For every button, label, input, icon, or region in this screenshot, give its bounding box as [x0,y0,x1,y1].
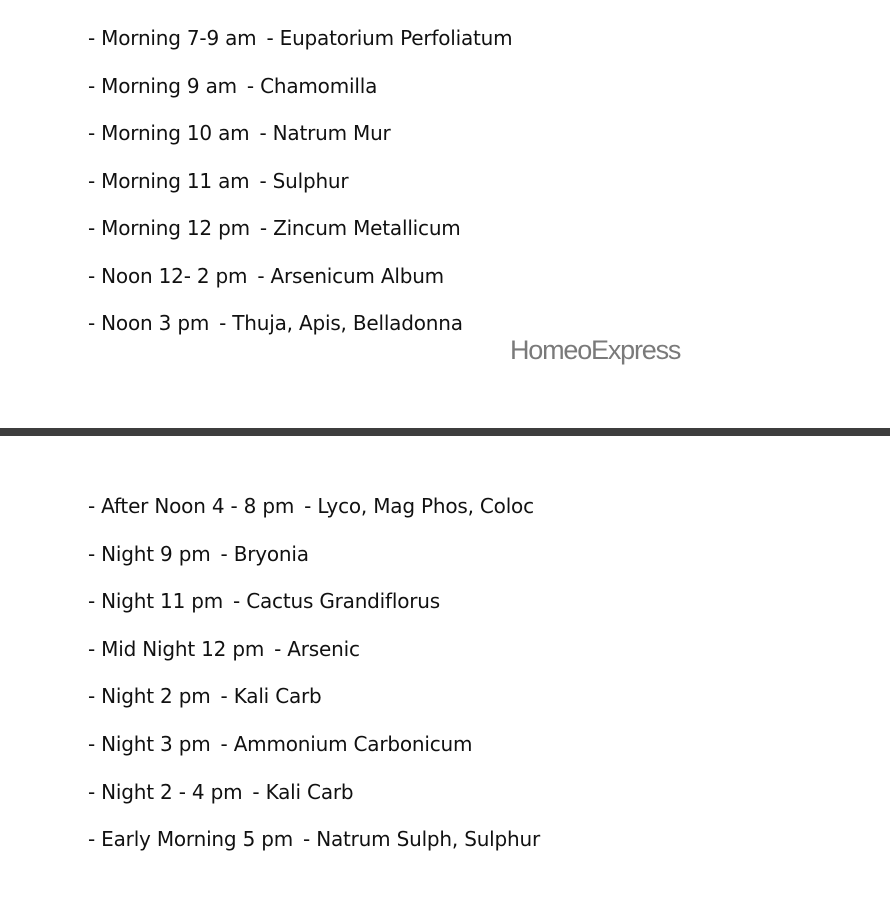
time-label: - Early Morning 5 pm [88,827,294,852]
list-item [88,684,540,708]
time-label: - Morning 11 am [88,168,250,193]
list-item [88,74,512,98]
section-divider [0,428,890,436]
time-label: - Night 3 pm [88,731,211,756]
list-item [88,216,512,240]
list-item [88,169,512,193]
list-item [88,637,540,661]
time-label: - Night 11 pm [88,589,224,614]
list-item [88,311,512,335]
time-label: - Night 2 - 4 pm [88,779,243,804]
time-label: - Noon 3 pm [88,311,210,335]
list-item [88,827,540,851]
time-label: - Mid Night 12 pm [88,636,265,661]
remedy-label: - Ammonium Carbonicum [220,731,473,756]
remedy-label: - Arsenic [274,636,360,661]
time-label: - After Noon 4 - 8 pm [88,494,295,518]
remedy-label: - Natrum Sulph, Sulphur [303,827,541,852]
watermark-logo: HomeoExpress [510,335,681,365]
remedy-label: - Natrum Mur [259,121,391,145]
remedy-label: - Cactus Grandiflorus [233,589,440,614]
time-label: - Morning 7-9 am [88,26,257,50]
time-label: - Morning 12 pm [88,216,250,240]
remedy-label: - Kali Carb [252,779,354,804]
remedy-label: - Chamomilla [246,73,378,98]
time-label: - Night 9 pm [88,541,211,566]
remedy-list-bottom [88,494,540,875]
remedy-label: - Arsenicum Album [257,263,444,288]
list-item [88,26,512,50]
list-item [88,542,540,566]
time-label: - Morning 10 am [88,121,250,145]
remedy-list-top [88,26,512,359]
remedy-label: - Sulphur [259,168,349,193]
time-label: - Noon 12- 2 pm [88,263,248,288]
remedy-label: - Kali Carb [220,684,322,709]
time-label: - Night 2 pm [88,684,211,709]
remedy-label: - Eupatorium Perfoliatum [266,26,513,50]
remedy-label: - Lyco, Mag Phos, Coloc [304,494,534,518]
list-item [88,780,540,804]
list-item [88,264,512,288]
remedy-label: - Zincum Metallicum [259,216,461,240]
remedy-label: - Thuja, Apis, Belladonna [219,311,463,335]
list-item [88,494,540,518]
list-item [88,589,540,613]
list-item [88,121,512,145]
remedy-label: - Bryonia [220,541,309,566]
time-label: - Morning 9 am [88,73,237,98]
list-item [88,732,540,756]
